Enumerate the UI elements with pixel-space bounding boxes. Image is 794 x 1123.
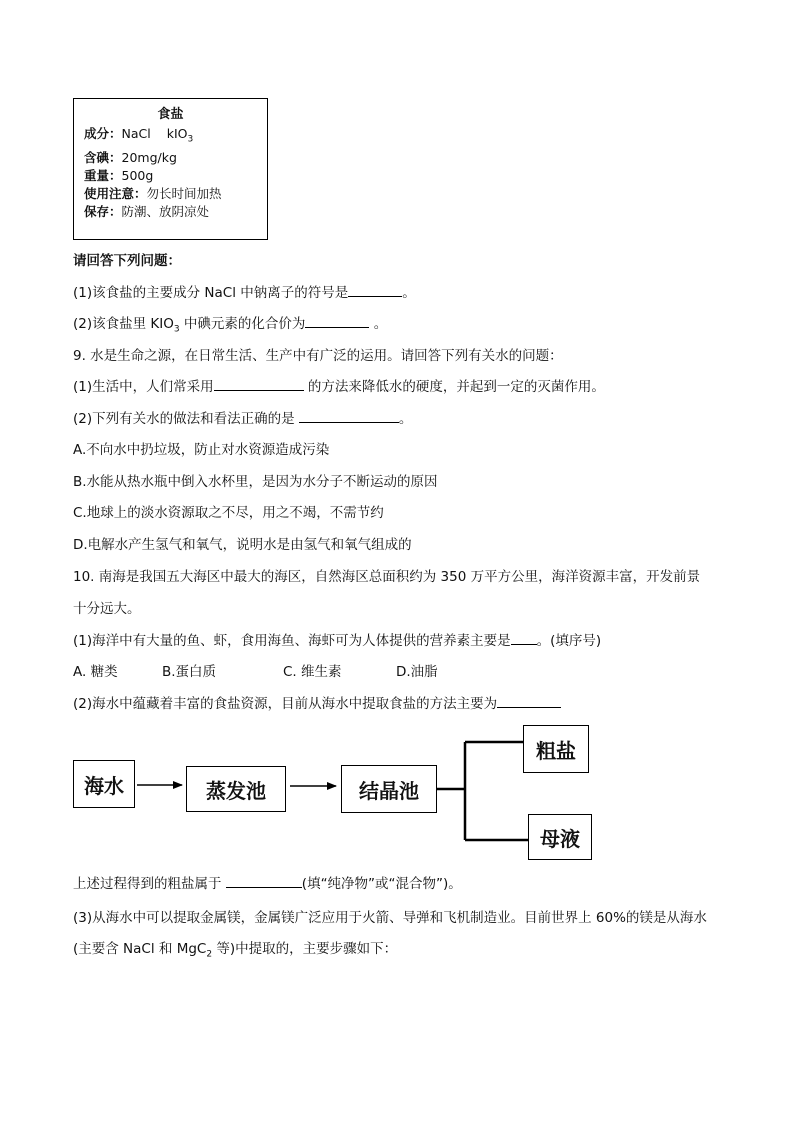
q8-sub1-text: (1)该食盐的主要成分 NaCl 中钠离子的符号是 xyxy=(73,285,349,301)
label-weight-value: 500g xyxy=(121,167,154,183)
q9-sub1-post: 的方法来降低水的硬度，并起到一定的灭菌作用。 xyxy=(303,379,605,395)
label-iodine-value: 20mg/kg xyxy=(121,149,177,165)
q9-sub1-pre: (1)生活中，人们常采用 xyxy=(73,379,214,395)
q10-crude-salt-post: (填“纯净物”或“混合物”)。 xyxy=(301,876,462,892)
q10-sub3-line2-sub: 2 xyxy=(206,949,213,960)
q9-sub2-end: 。 xyxy=(398,411,413,427)
label-title: 食盐 xyxy=(157,107,184,122)
q10-option-c: C. 维生素 xyxy=(283,664,342,680)
q9-sub2-pre: (2)下列有关水的做法和看法正确的是 xyxy=(73,411,299,427)
q10-sub3-line2-pre: (主要含 NaCl 和 MgC xyxy=(73,941,207,957)
label-notice-key: 使用注意： xyxy=(84,185,147,201)
q9-option-b: B.水能从热水瓶中倒入水杯里，是因为水分子不断运动的原因 xyxy=(73,474,438,490)
label-storage-key: 保存： xyxy=(84,203,122,219)
q10-crude-salt-blank[interactable] xyxy=(226,875,302,888)
flow-crystallization-pool-box: 结晶池 xyxy=(341,765,437,813)
label-ingredient-1: NaCl xyxy=(121,126,151,141)
q10-option-a: A. 糖类 xyxy=(73,664,118,680)
flow-evaporation-pool-box: 蒸发池 xyxy=(186,766,286,812)
label-ingredient-2-sub: 3 xyxy=(187,134,194,145)
flow-crude-salt-box: 粗盐 xyxy=(523,725,589,773)
flow-mother-liquor-box: 母液 xyxy=(528,814,592,860)
flow-seawater-box: 海水 xyxy=(73,760,135,808)
q10-crude-salt-question xyxy=(73,875,462,893)
q8-sub1-end: 。 xyxy=(402,285,416,301)
q10-crude-salt-pre: 上述过程得到的粗盐属于 xyxy=(73,876,226,892)
label-weight-key: 重量： xyxy=(84,167,122,183)
q8-prompt: 请回答下列问题： xyxy=(73,253,181,269)
q10-stem-line1: 10. 南海是我国五大海区中最大的海区，自然海区总面积约为 350 万平方公里，海洋资源丰富，开发前景 xyxy=(73,569,701,585)
q10-stem-line2: 十分远大。 xyxy=(73,601,141,617)
q9-stem: 9. 水是生命之源，在日常生活、生产中有广泛的运用。请回答下列有关水的问题： xyxy=(73,348,563,364)
q10-option-d: D.油脂 xyxy=(396,664,438,680)
q8-sub2-sub: 3 xyxy=(173,324,180,335)
label-ingredients-key: 成分： xyxy=(84,126,122,141)
q10-sub2-text: (2)海水中蕴藏着丰富的食盐资源，目前从海水中提取食盐的方法主要为 xyxy=(73,696,498,712)
q10-sub1-pre: (1)海洋中有大量的鱼、虾，食用海鱼、海虾可为人体提供的营养素主要是 xyxy=(73,633,511,649)
label-ingredient-2: kIO xyxy=(166,126,188,141)
q9-option-a: A.不向水中扔垃圾，防止对水资源造成污染 xyxy=(73,442,330,458)
q9-option-d: D.电解水产生氢气和氧气，说明水是由氢气和氧气组成的 xyxy=(73,537,412,553)
q10-option-b: B.蛋白质 xyxy=(162,664,217,680)
label-storage-value: 防潮、放阴凉处 xyxy=(121,203,210,219)
q10-sub3-line2 xyxy=(73,940,397,964)
q10-sub3-line1: (3)从海水中可以提取金属镁，金属镁广泛应用于火箭、导弹和飞机制造业。目前世界上 60%的镁是从海水 xyxy=(73,910,707,926)
q8-sub2-post: 中碘元素的化合价为 xyxy=(179,316,306,332)
label-iodine-key: 含碘： xyxy=(84,149,122,165)
q10-sub3-line2-post: 等)中提取的，主要步骤如下： xyxy=(212,941,398,957)
q9-option-c: C.地球上的淡水资源取之不尽，用之不竭，不需节约 xyxy=(73,505,384,521)
q10-sub1-post: 。(填序号) xyxy=(536,633,602,649)
q8-sub2-pre: (2)该食盐里 KIO xyxy=(73,316,174,332)
q8-sub2-end: 。 xyxy=(369,316,388,332)
label-notice-value: 勿长时间加热 xyxy=(146,185,222,201)
